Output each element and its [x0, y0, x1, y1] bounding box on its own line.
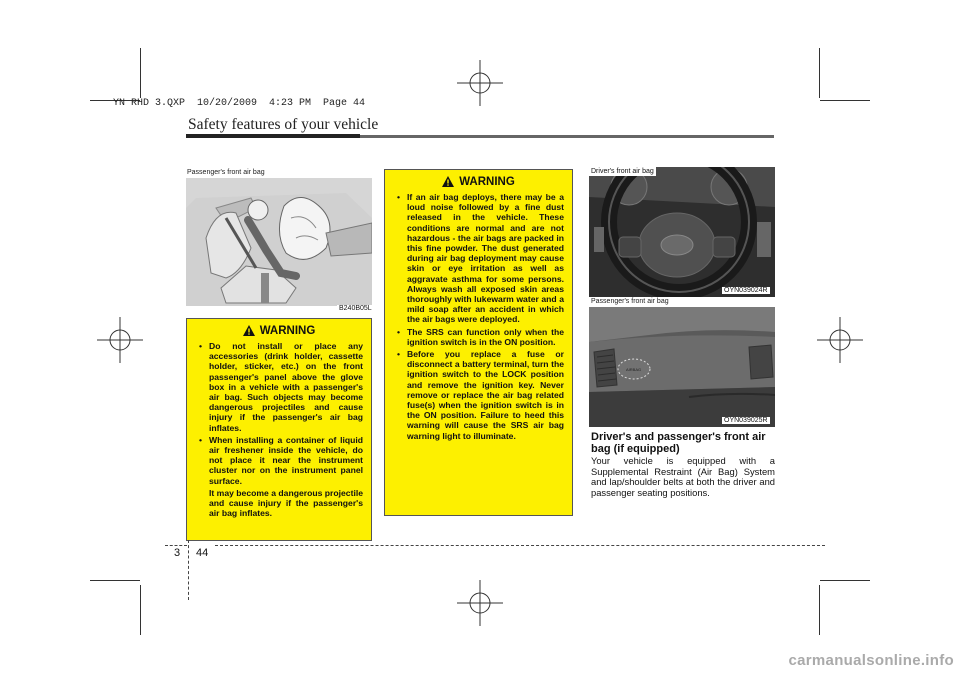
- section-subheading: Driver's and passenger's front air bag (if equipped): [591, 431, 766, 455]
- crop-mark: [819, 585, 820, 635]
- registration-mark-icon: [815, 315, 865, 365]
- warning-box: [186, 318, 372, 541]
- crop-mark: [819, 48, 820, 98]
- driver-airbag-photo: [589, 167, 775, 297]
- registration-mark-icon: [455, 578, 505, 628]
- crop-mark: [90, 580, 140, 581]
- warning-item: • When installing a container of liquid air freshener inside the vehicle, do not place it near the instrument cluster nor on the instrument panel surface.: [199, 435, 363, 486]
- warning-item: • If an air bag deploys, there may be a loud noise followed by a fine dust released in the vehicle. These conditions are normal and are not hazardous - the air bags are packed in this fine powder. The dust generated during air bag deployment may cause skin or eye irritation as well as aggravate asthma for some persons. Always wash all exposed skin areas thoroughly with lukewarm water and a mild soap after an accident in which the air bags were deployed.: [397, 192, 564, 325]
- watermark-link[interactable]: carmanualsonline.info: [788, 652, 954, 669]
- warning-triangle-icon: [442, 176, 454, 187]
- crop-mark: [820, 100, 870, 101]
- crop-mark: [140, 48, 141, 98]
- body-paragraph: Your vehicle is equipped with a Supplemental Restraint (Air Bag) System and lap/shoulder belts at both the driver and passenger seating positions.: [591, 455, 775, 498]
- warning-list: [187, 341, 371, 486]
- warning-item: • Before you replace a fuse or disconnect a battery terminal, turn the ignition switch to the LOCK position and remove the ignition key. Never remove or replace the air bag related fuse(s) when the ignition switch is in the ON position. Failure to heed this warning will cause the SRS air bag warning light to illuminate.: [397, 349, 564, 441]
- warning-list: [385, 192, 572, 441]
- warning-heading: WARNING: [187, 325, 371, 337]
- section-title: Safety features of your vehicle: [188, 116, 379, 133]
- chapter-number: 3: [174, 547, 181, 559]
- registration-mark-icon: [455, 58, 505, 108]
- print-slug: YN RHD 3.QXP 10/20/2009 4:23 PM Page 44: [113, 98, 366, 109]
- passenger-airbag-illustration: [186, 178, 372, 306]
- airbag-label: AIRBAG: [626, 367, 642, 372]
- crop-mark: [820, 580, 870, 581]
- warning-triangle-icon: [243, 325, 255, 336]
- figure-caption: Passenger's front air bag: [591, 298, 669, 305]
- footer-rule: [215, 545, 825, 547]
- footer-divider: [188, 540, 190, 600]
- photo-caption: Driver's front air bag: [591, 168, 654, 175]
- warning-heading: WARNING: [385, 176, 572, 188]
- warning-box: [384, 169, 573, 516]
- figure-code: OYN039024R: [724, 287, 768, 294]
- figure-code: OYN039025R: [724, 417, 768, 424]
- title-rule-accent: [186, 134, 360, 138]
- passenger-dashboard-photo: [589, 307, 775, 427]
- page-number: 44: [196, 547, 209, 559]
- figure-caption: Passenger's front air bag: [187, 169, 265, 176]
- warning-item: • The SRS can function only when the ignition switch is in the ON position.: [397, 327, 564, 347]
- figure-code: B240B05L: [339, 305, 372, 312]
- warning-continuation: It may become a dangerous projectile and cause injury if the passenger's air bag inflates.: [209, 487, 363, 519]
- registration-mark-icon: [95, 315, 145, 365]
- crop-mark: [140, 585, 141, 635]
- warning-item: • Do not install or place any accessories (drink holder, cassette holder, sticker, etc.) on the front passenger's panel above the glove box in a vehicle with a passenger's air bag. Such objects may become dangerous projectiles and cause injury if the passenger's air bag inflates.: [199, 341, 363, 433]
